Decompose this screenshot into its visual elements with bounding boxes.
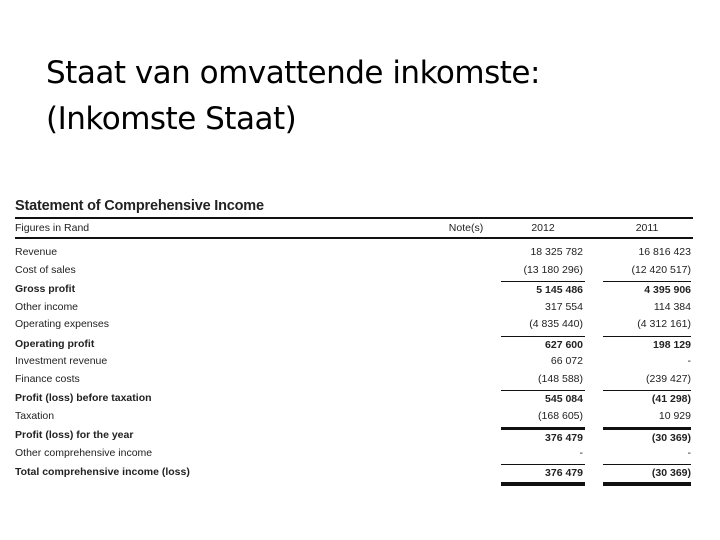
value-2012: - <box>579 446 583 459</box>
value-2012: 317 554 <box>545 300 583 313</box>
row-gross-profit <box>15 281 693 299</box>
header-notes: Note(s) <box>448 222 484 234</box>
row-other-income <box>15 299 693 317</box>
row-label: Operating profit <box>15 337 95 350</box>
row-taxation <box>15 408 693 426</box>
value-2011: 16 816 423 <box>638 246 691 258</box>
header-year-2012: 2012 <box>531 222 555 234</box>
value-2011: (30 369) <box>603 427 691 447</box>
row-label: Total comprehensive income (loss) <box>15 466 190 478</box>
row-profit-for-year <box>15 427 693 445</box>
value-2011: (4 312 161) <box>637 318 691 330</box>
value-2012: 18 325 782 <box>530 246 583 258</box>
row-label: Other comprehensive income <box>15 446 153 459</box>
row-label: Profit (loss) for the year <box>15 429 134 441</box>
value-2012: (4 835 440) <box>529 318 583 330</box>
slide-title-line1: Staat van omvattende inkomste: <box>46 55 540 91</box>
value-2011: (12 420 517) <box>631 263 691 276</box>
value-2011: - <box>687 355 691 367</box>
value-2011: (239 427) <box>646 372 691 385</box>
row-label: Investment revenue <box>15 355 108 367</box>
slide-title <box>46 50 686 142</box>
row-profit-before-tax <box>15 390 693 408</box>
row-operating-profit <box>15 336 693 354</box>
row-cost-of-sales <box>15 262 693 280</box>
row-label: Gross profit <box>15 283 76 295</box>
value-2012: 66 072 <box>550 355 583 367</box>
value-2012: 545 084 <box>501 390 585 408</box>
row-label: Taxation <box>15 409 55 422</box>
statement-rows <box>15 244 693 482</box>
value-2012: 376 479 <box>501 464 585 486</box>
value-2012: 627 600 <box>501 336 585 354</box>
value-2011: 114 384 <box>653 300 691 313</box>
row-finance-costs <box>15 371 693 389</box>
row-label: Finance costs <box>15 372 80 385</box>
row-revenue <box>15 244 693 262</box>
value-2012: (148 588) <box>538 372 583 385</box>
value-2011: 4 395 906 <box>603 281 691 299</box>
value-2011: 10 929 <box>658 409 691 422</box>
row-label: Operating expenses <box>15 318 109 330</box>
value-2012: 5 145 486 <box>501 281 585 299</box>
row-investment-revenue <box>15 353 693 371</box>
slide-title-line2: (Inkomste Staat) <box>46 101 297 137</box>
row-operating-expenses <box>15 316 693 334</box>
row-label: Profit (loss) before taxation <box>15 392 152 404</box>
value-2012: 376 479 <box>501 427 585 447</box>
header-figures-label: Figures in Rand <box>15 222 90 234</box>
value-2012: (168 605) <box>538 409 583 422</box>
value-2011: (30 369) <box>603 464 691 486</box>
income-statement <box>15 195 693 482</box>
row-label: Revenue <box>15 246 58 258</box>
row-label: Other income <box>15 300 79 313</box>
statement-header <box>15 217 693 239</box>
value-2011: - <box>687 446 691 459</box>
value-2011: (41 298) <box>603 390 691 408</box>
value-2011: 198 129 <box>603 336 691 354</box>
header-year-2011: 2011 <box>635 222 659 234</box>
row-other-comprehensive-income <box>15 445 693 463</box>
row-total-comprehensive-income <box>15 464 693 482</box>
row-label: Cost of sales <box>15 263 76 276</box>
value-2012: (13 180 296) <box>523 263 583 276</box>
statement-title: Statement of Comprehensive Income <box>15 198 264 214</box>
